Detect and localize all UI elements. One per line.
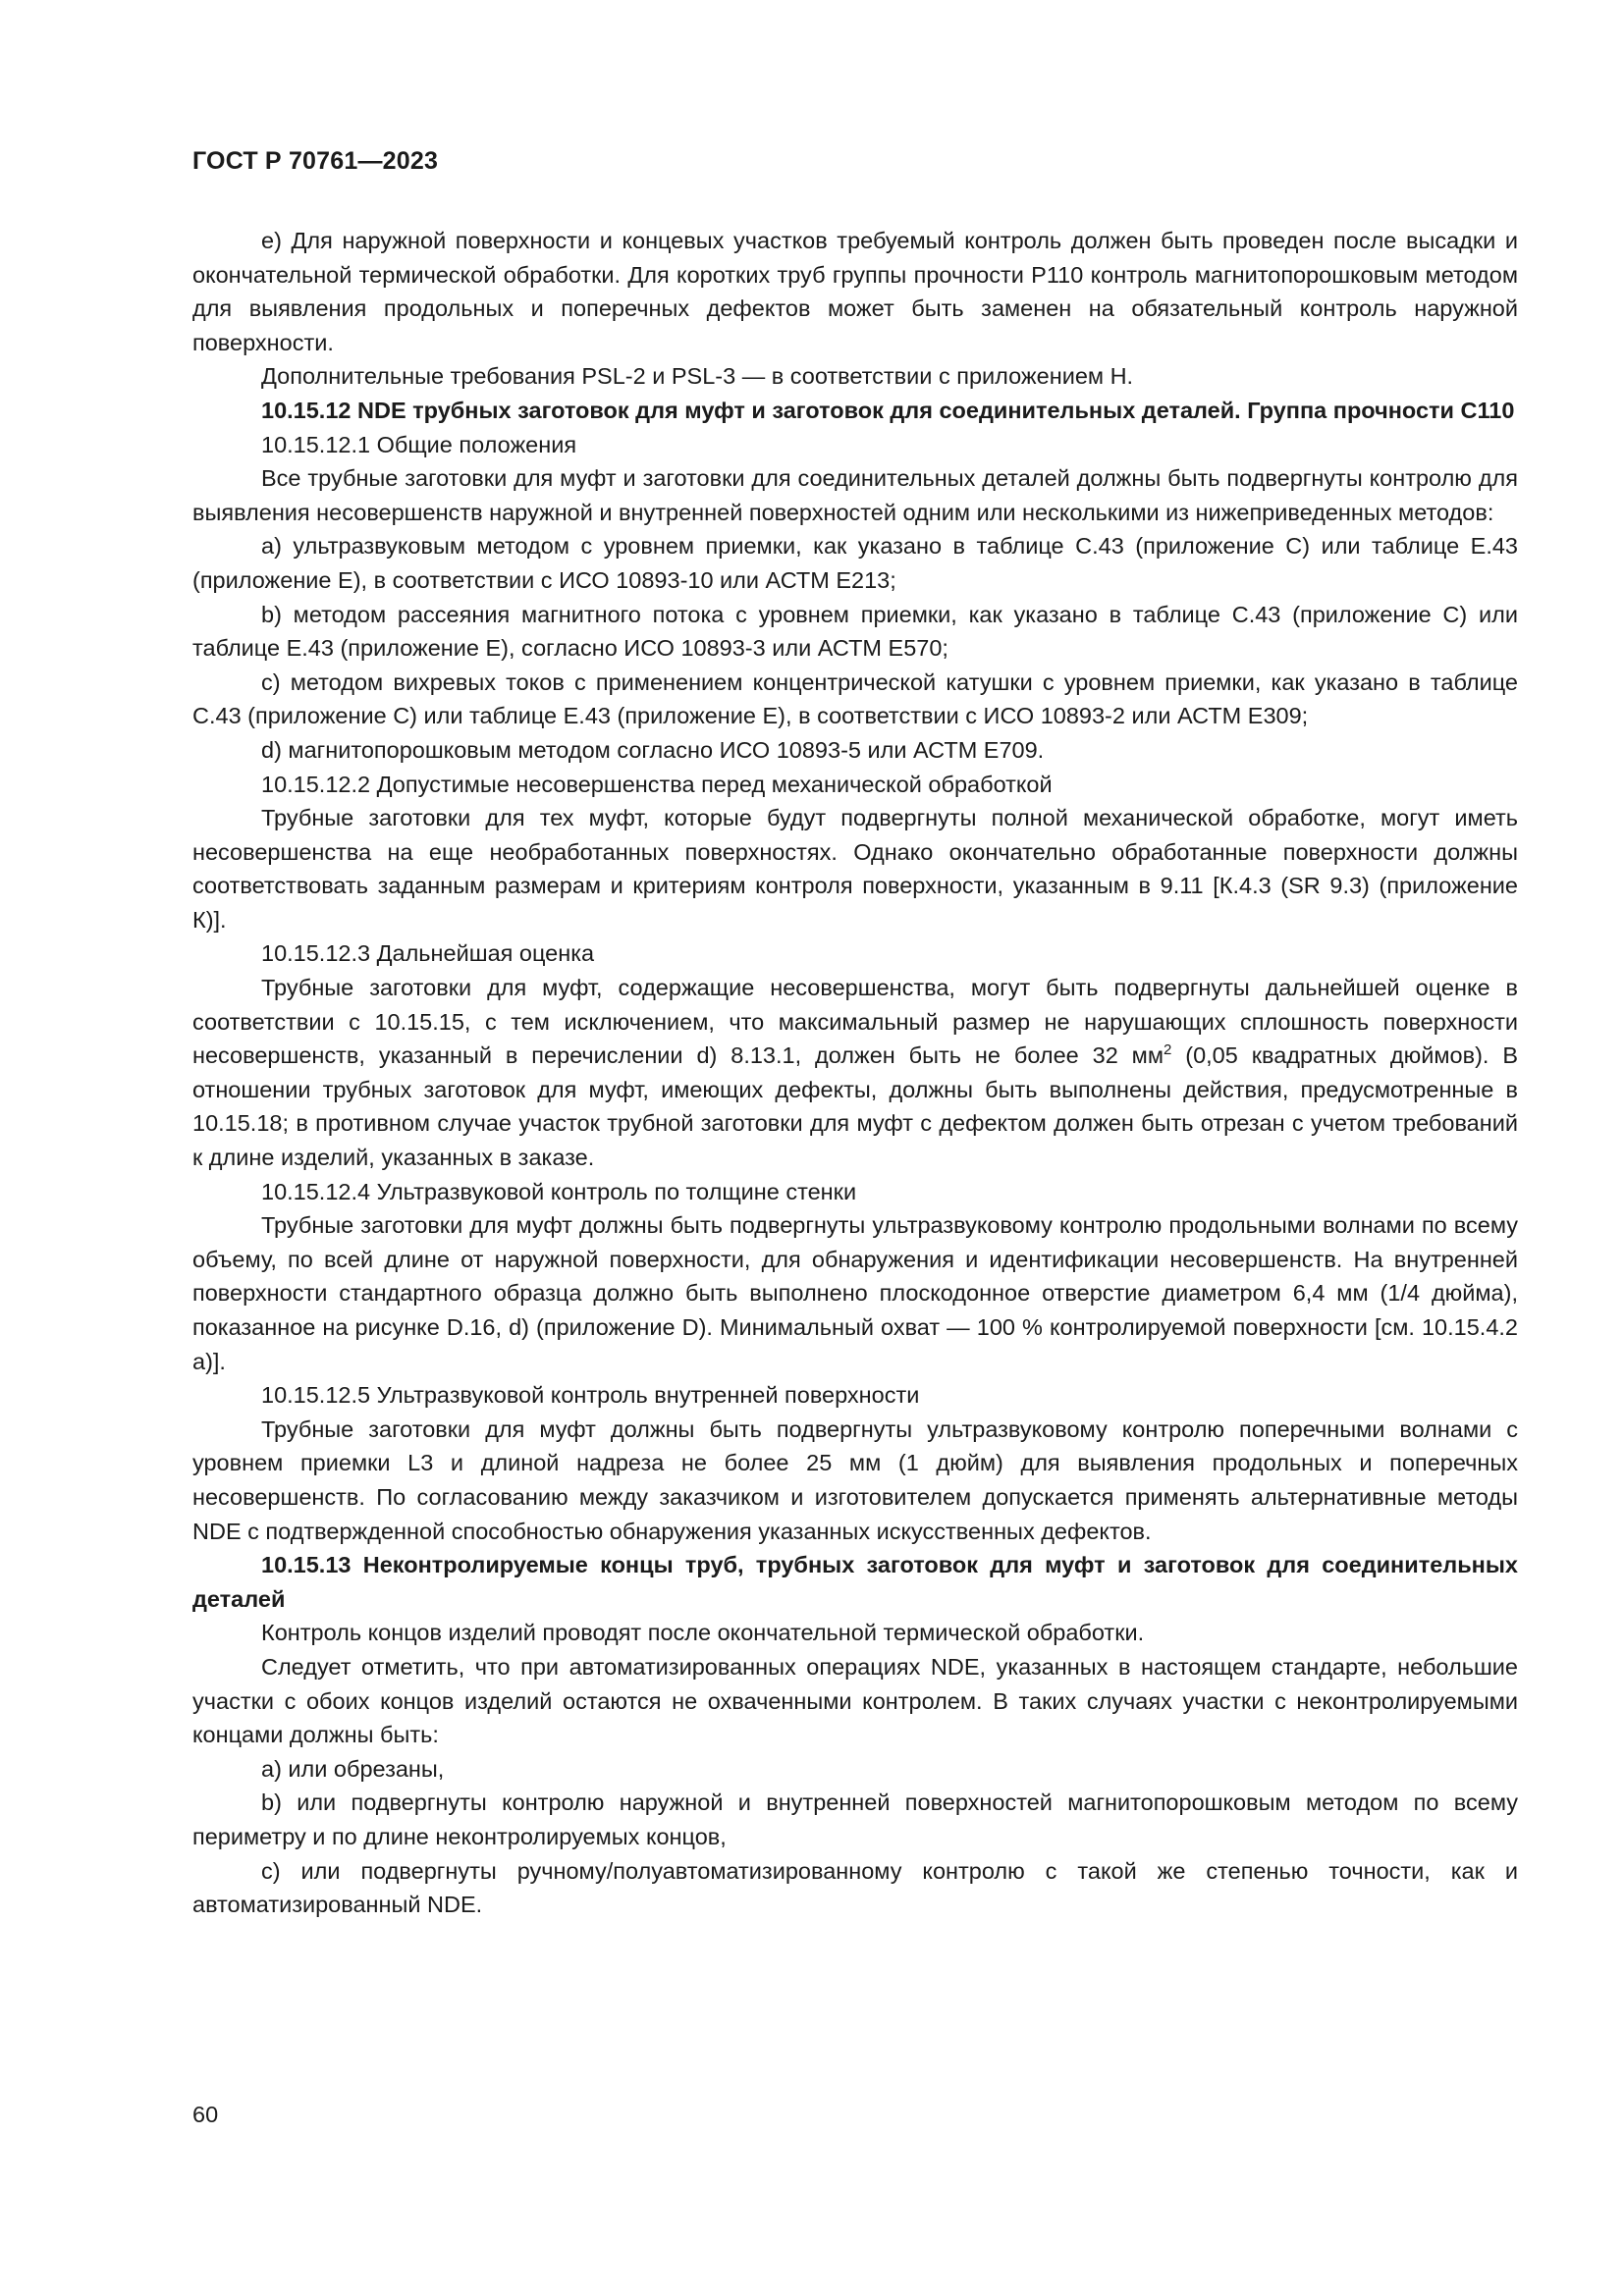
paragraph: Следует отметить, что при автоматизированных операциях NDE, указанных в настоящем стандарте, небольшие участки с обоих концов изделий остаются не охваченными контролем. В таких случаях участки с неконтролируемыми концами должны быть: — [192, 1653, 1518, 1748]
paragraph: Трубные заготовки для муфт должны быть подвергнуты ультразвуковому контролю продольными волнами по всему объему, по всей длине от наружной поверхности, для обнаружения и идентификации несовершенств. На внутренней поверхности стандартного образца должно быть выполнено плоскодонное отверстие диаметром 6,4 мм (1/4 дюйма), показанное на рисунке D.16, d) (приложение D). Минимальный охват — 100 % контролируемой поверхности [см. 10.15.4.2 а)]. — [192, 1212, 1518, 1374]
paragraph: Дополнительные требования PSL-2 и PSL-3 — в соответствии с приложением Н. — [261, 363, 1134, 390]
list-item: b) или подвергнуты контролю наружной и внутренней поверхностей магнитопорошковым методом по всему периметру и по длине неконтролируемых концов, — [192, 1789, 1518, 1849]
list-item: d) магнитопорошковым методом согласно ИСО 10893-5 или АСТМ Е709. — [261, 736, 1045, 763]
list-item: a) или обрезаны, — [261, 1755, 445, 1782]
subsection-title: 10.15.12.5 Ультразвуковой контроль внутренней поверхности — [261, 1382, 920, 1409]
list-item: b) методом рассеяния магнитного потока с уровнем приемки, как указано в таблице С.43 (приложение С) или таблице Е.43 (приложение Е), согласно ИСО 10893-3 или АСТМ Е570; — [192, 601, 1518, 662]
page-number: 60 — [192, 2102, 219, 2127]
paragraph: Все трубные заготовки для муфт и заготовки для соединительных деталей должны быть подвергнуты контролю для выявления несовершенств наружной и внутренней поверхностей одним или несколькими из нижеприведенных методов: — [192, 465, 1518, 525]
superscript: 2 — [1164, 1041, 1172, 1059]
paragraph: Трубные заготовки для тех муфт, которые будут подвергнуты полной механической обработке, могут иметь несовершенства на еще необработанных поверхностях. Однако окончательно обработанные поверхности должны соответствовать заданным размерам и критериям контроля поверхности, указанным в 9.11 [К.4.3 (SR 9.3) (приложение К)]. — [192, 805, 1518, 933]
paragraph: е) Для наружной поверхности и концевых участков требуемый контроль должен быть проведен после высадки и окончательной термической обработки. Для коротких труб группы прочности Р110 контроль магнитопорошковым методом для выявления продольных и поперечных дефектов может быть заменен на обязательный контроль наружной поверхности. — [192, 228, 1518, 355]
section-heading: 10.15.13 Неконтролируемые концы труб, трубных заготовок для муфт и заготовок для соединительных деталей — [192, 1552, 1518, 1612]
section-heading: 10.15.12 NDE трубных заготовок для муфт и заготовок для соединительных деталей. Группа прочности С110 — [261, 397, 1515, 423]
document-body — [192, 224, 1518, 1922]
subsection-title: 10.15.12.2 Допустимые несовершенства перед механической обработкой — [261, 771, 1053, 797]
document-header: ГОСТ Р 70761—2023 — [192, 147, 439, 175]
paragraph-text: (0,05 квадратных дюймов). В отношении трубных заготовок для муфт, имеющих дефекты, должны быть выполнены действия, предусмотренные в 10.15.18; в противном случае участок трубной заготовки для муфт с дефектом должен быть отрезан с учетом требований к длине изделий, указанных в заказе. — [192, 1042, 1519, 1171]
paragraph-text: Трубные заготовки для муфт, содержащие несовершенства, могут быть подвергнуты дальнейшей оценке в соответствии с 10.15.15, с тем исключением, что максимальный размер не нарушающих сплошность поверхности несовершенств, указанный в перечислении d) 8.13.1, должен быть не более 32 мм — [192, 975, 1518, 1069]
paragraph — [192, 971, 1518, 1175]
list-item: c) методом вихревых токов с применением концентрической катушки с уровнем приемки, как указано в таблице С.43 (приложение С) или таблице Е.43 (приложение Е), в соответствии с ИСО 10893-2 или АСТМ Е309; — [192, 668, 1518, 729]
subsection-title: 10.15.12.4 Ультразвуковой контроль по толщине стенки — [261, 1178, 857, 1204]
paragraph: Контроль концов изделий проводят после окончательной термической обработки. — [261, 1620, 1145, 1646]
paragraph: Трубные заготовки для муфт должны быть подвергнуты ультразвуковому контролю поперечными волнами с уровнем приемки L3 и длиной надреза не более 25 мм (1 дюйм) для выявления продольных и поперечных несовершенств. По согласованию между заказчиком и изготовителем допускается применять альтернативные методы NDE с подтвержденной способностью обнаружения указанных искусственных дефектов. — [192, 1415, 1518, 1544]
subsection-title: 10.15.12.1 Общие положения — [261, 431, 577, 457]
list-item: a) ультразвуковым методом с уровнем приемки, как указано в таблице С.43 (приложение С) или таблице Е.43 (приложение Е), в соответствии с ИСО 10893-10 или АСТМ Е213; — [192, 533, 1518, 593]
subsection-title: 10.15.12.3 Дальнейшая оценка — [261, 940, 595, 967]
list-item: c) или подвергнуты ручному/полуавтоматизированному контролю с такой же степенью точности, как и автоматизированный NDE. — [192, 1857, 1518, 1918]
